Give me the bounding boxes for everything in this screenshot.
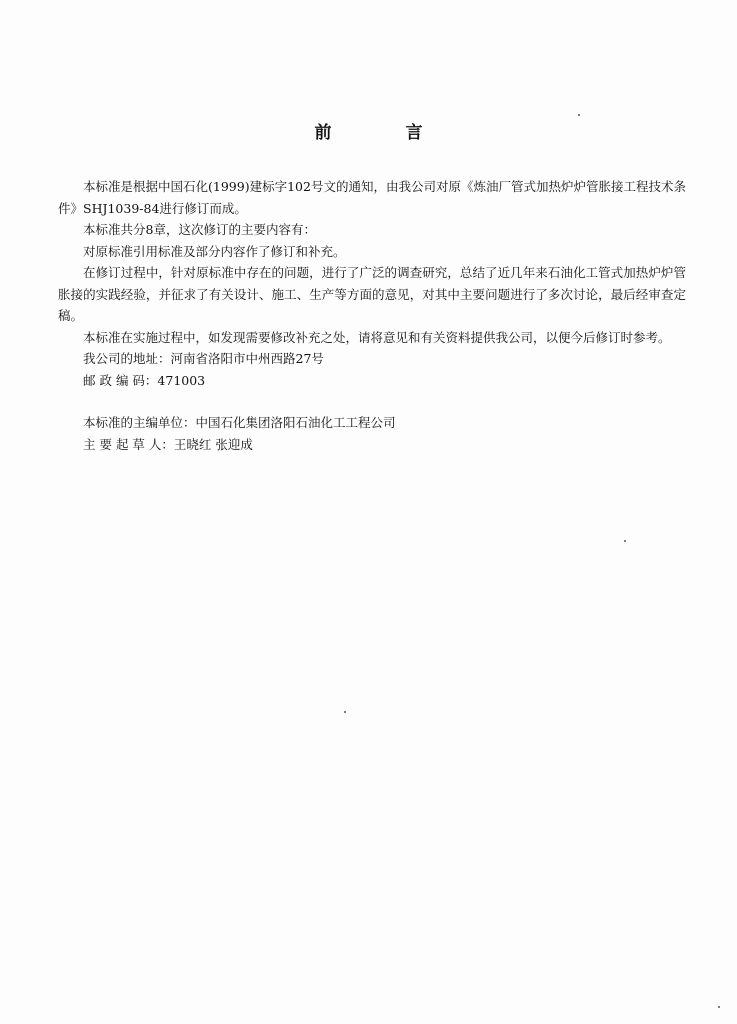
paragraph-revision-process: 在修订过程中，针对原标准中存在的问题，进行了广泛的调查研究，总结了近几年来石油化工管式加热炉炉管胀接的实践经验，并征求了有关设计、施工、生产等方面的意见，对其中主要问题进行了多次讨论，最后经审查定稿。	[58, 265, 686, 323]
editor-unit: 本标准的主编单位：中国石化集团洛阳石油化工工程公司	[83, 415, 396, 430]
scan-speck	[578, 114, 580, 116]
postal-code: 邮 政 编 码：471003	[83, 372, 206, 388]
main-drafters: 主 要 起 草 人：王晓红 张迎成	[83, 436, 253, 452]
scan-speck	[718, 1006, 720, 1008]
paragraph-feedback-request: 本标准在实施过程中，如发现需要修改补充之处，请将意见和有关资料提供我公司，以便今后修订时参考。	[83, 329, 671, 345]
paragraph-revision-content: 对原标准引用标准及部分内容作了修订和补充。	[83, 243, 346, 259]
paragraph-revision-basis: 本标准是根据中国石化(1999)建标字102号文的通知，由我公司对原《炼油厂管式加热炉炉管胀接工程技术条件》SHJ1039-84进行修订而成。	[58, 179, 686, 216]
section-gap	[58, 391, 686, 412]
scan-speck	[624, 540, 626, 542]
company-address: 我公司的地址：河南省洛阳市中州西路27号	[83, 351, 324, 366]
paragraph-chapter-count: 本标准共分8章，这次修订的主要内容有：	[83, 222, 316, 237]
scan-speck	[344, 711, 346, 713]
preface-body	[58, 176, 686, 455]
page-title: 前 言	[314, 123, 457, 143]
